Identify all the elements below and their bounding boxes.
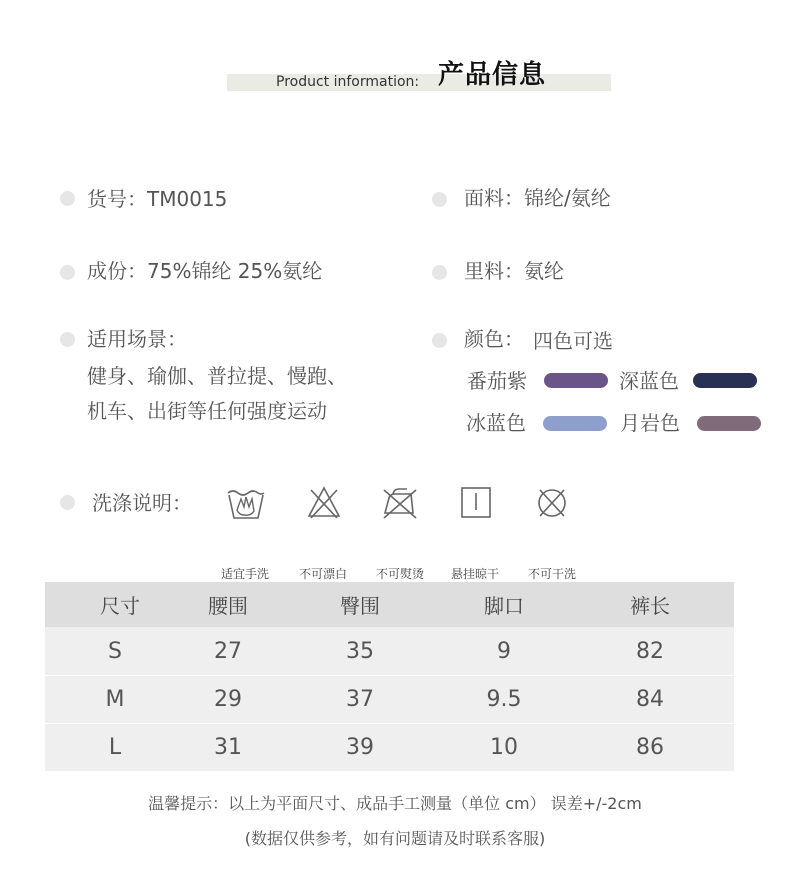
- reference-note: (数据仅供参考，如有问题请及时联系客服): [244, 829, 546, 848]
- care-label: 悬挂晾干: [450, 567, 499, 581]
- table-header-cell: 腰围: [208, 594, 248, 618]
- color-label: 颜色：: [464, 327, 524, 351]
- care-item: [283, 485, 363, 585]
- no-bleach-icon: [307, 485, 341, 521]
- color-swatch: [693, 373, 757, 388]
- fabric: 面料：锦纶/氨纶: [464, 186, 611, 210]
- table-header-row: [45, 582, 734, 627]
- size-table: [45, 582, 734, 771]
- table-cell: 82: [636, 638, 664, 664]
- color-swatch: [697, 416, 761, 431]
- table-row: [45, 675, 734, 723]
- care-label: 适宜手洗: [220, 567, 269, 581]
- care-item: [360, 485, 440, 585]
- table-cell: 27: [214, 638, 242, 664]
- table-cell: 29: [214, 687, 242, 712]
- table-cell: 31: [214, 735, 242, 760]
- table-cell: M: [105, 687, 125, 712]
- table-cell: 86: [636, 735, 664, 760]
- table-cell: 9.5: [486, 687, 522, 712]
- table-row: [45, 723, 734, 771]
- scenes-line-1: 健身、瑜伽、普拉提、慢跑、: [87, 364, 347, 388]
- care-label: 不可漂白: [298, 567, 347, 581]
- table-cell: L: [108, 735, 122, 760]
- no-iron-icon: [381, 485, 419, 521]
- care-item: [512, 485, 592, 585]
- scenes-label: 适用场景：: [87, 327, 187, 351]
- table-cell: S: [108, 638, 122, 664]
- bullet-dot: [60, 332, 75, 347]
- table-row: [45, 627, 734, 675]
- color-swatch: [543, 416, 607, 431]
- color-name: 番茄紫: [467, 369, 527, 393]
- no-dry-clean-icon: [534, 485, 570, 521]
- color-name: 深蓝色: [619, 369, 679, 393]
- page-title: 产品信息: [438, 60, 547, 90]
- care-label: 不可熨烫: [375, 567, 424, 581]
- hand-wash-icon: [225, 485, 267, 521]
- table-cell: 9: [497, 638, 511, 664]
- table-cell: 10: [490, 735, 518, 760]
- color-name: 月岩色: [620, 411, 680, 435]
- table-cell: 35: [346, 638, 374, 664]
- table-header-cell: 臀围: [340, 594, 380, 618]
- table-cell: 37: [346, 687, 374, 712]
- table-header-cell: 脚口: [484, 594, 524, 618]
- washing-label: 洗涤说明：: [92, 491, 192, 515]
- bullet-dot: [432, 265, 447, 280]
- table-header-cell: 尺寸: [100, 594, 140, 618]
- lining: 里料：氨纶: [464, 259, 564, 283]
- care-item: [205, 485, 285, 585]
- table-header-cell: 裤长: [630, 594, 670, 618]
- bullet-dot: [60, 495, 75, 510]
- bullet-dot: [432, 192, 447, 207]
- table-cell: 39: [346, 735, 374, 760]
- table-cell: 84: [636, 687, 664, 712]
- color-name: 冰蓝色: [466, 411, 526, 435]
- bullet-dot: [60, 191, 75, 206]
- care-label: 不可干洗: [527, 567, 576, 581]
- care-item: [435, 485, 515, 585]
- composition: 成份：75%锦纶 25%氨纶: [87, 259, 323, 283]
- bullet-dot: [432, 333, 447, 348]
- title-subtitle: Product information:: [276, 74, 420, 90]
- hang-dry-icon: [460, 485, 492, 521]
- bullet-dot: [60, 265, 75, 280]
- color-swatch: [544, 373, 608, 388]
- item-number: 货号：TM0015: [87, 187, 228, 211]
- measurement-note: 温馨提示：以上为平面尺寸、成品手工测量（单位 cm） 误差+/-2cm: [148, 794, 642, 813]
- color-value: 四色可选: [533, 329, 613, 353]
- washing-icons: [205, 485, 605, 585]
- scenes-line-2: 机车、出街等任何强度运动: [87, 399, 327, 423]
